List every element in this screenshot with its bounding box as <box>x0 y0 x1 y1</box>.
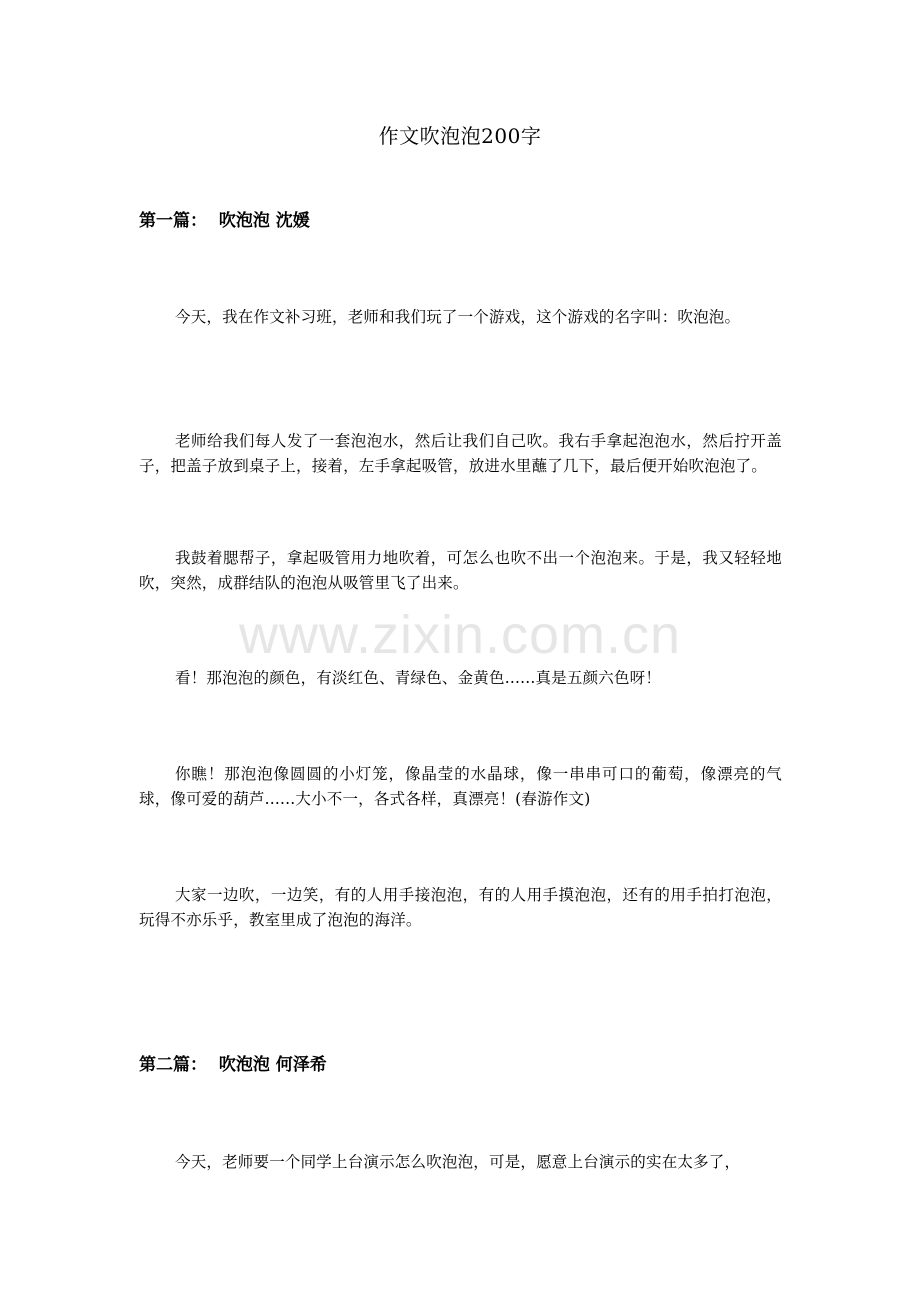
section-1-heading: 第一篇： 吹泡泡 沈媛 <box>139 211 310 231</box>
watermark: www.zixin.com.cn <box>238 605 682 665</box>
section-2-heading: 第二篇： 吹泡泡 何泽希 <box>139 1055 327 1075</box>
section-1-paragraph-5: 你瞧！那泡泡像圆圆的小灯笼，像晶莹的水晶球，像一串串可口的葡萄，像漂亮的气球，像可爱的葫芦......大小不一，各式各样，真漂亮！(春游作文) <box>139 765 782 808</box>
section-1-paragraph-3: 我鼓着腮帮子，拿起吸管用力地吹着，可怎么也吹不出一个泡泡来。于是，我又轻轻地吹，突然，成群结队的泡泡从吸管里飞了出来。 <box>139 549 782 592</box>
section-1-paragraph-2: 老师给我们每人发了一套泡泡水，然后让我们自己吹。我右手拿起泡泡水，然后拧开盖子，把盖子放到桌子上，接着，左手拿起吸管，放进水里蘸了几下，最后便开始吹泡泡了。 <box>139 432 782 475</box>
document-title: 作文吹泡泡200字 <box>378 124 542 148</box>
section-1-paragraph-1: 今天，我在作文补习班，老师和我们玩了一个游戏，这个游戏的名字叫：吹泡泡。 <box>175 308 741 326</box>
section-1-paragraph-6: 大家一边吹，一边笑，有的人用手接泡泡，有的人用手摸泡泡，还有的用手拍打泡泡，玩得不亦乐乎，教室里成了泡泡的海洋。 <box>139 886 782 929</box>
section-1-paragraph-4: 看！那泡泡的颜色，有淡红色、青绿色、金黄色......真是五颜六色呀！ <box>175 669 662 687</box>
section-2-paragraph-1: 今天，老师要一个同学上台演示怎么吹泡泡，可是，愿意上台演示的实在太多了， <box>175 1153 741 1171</box>
